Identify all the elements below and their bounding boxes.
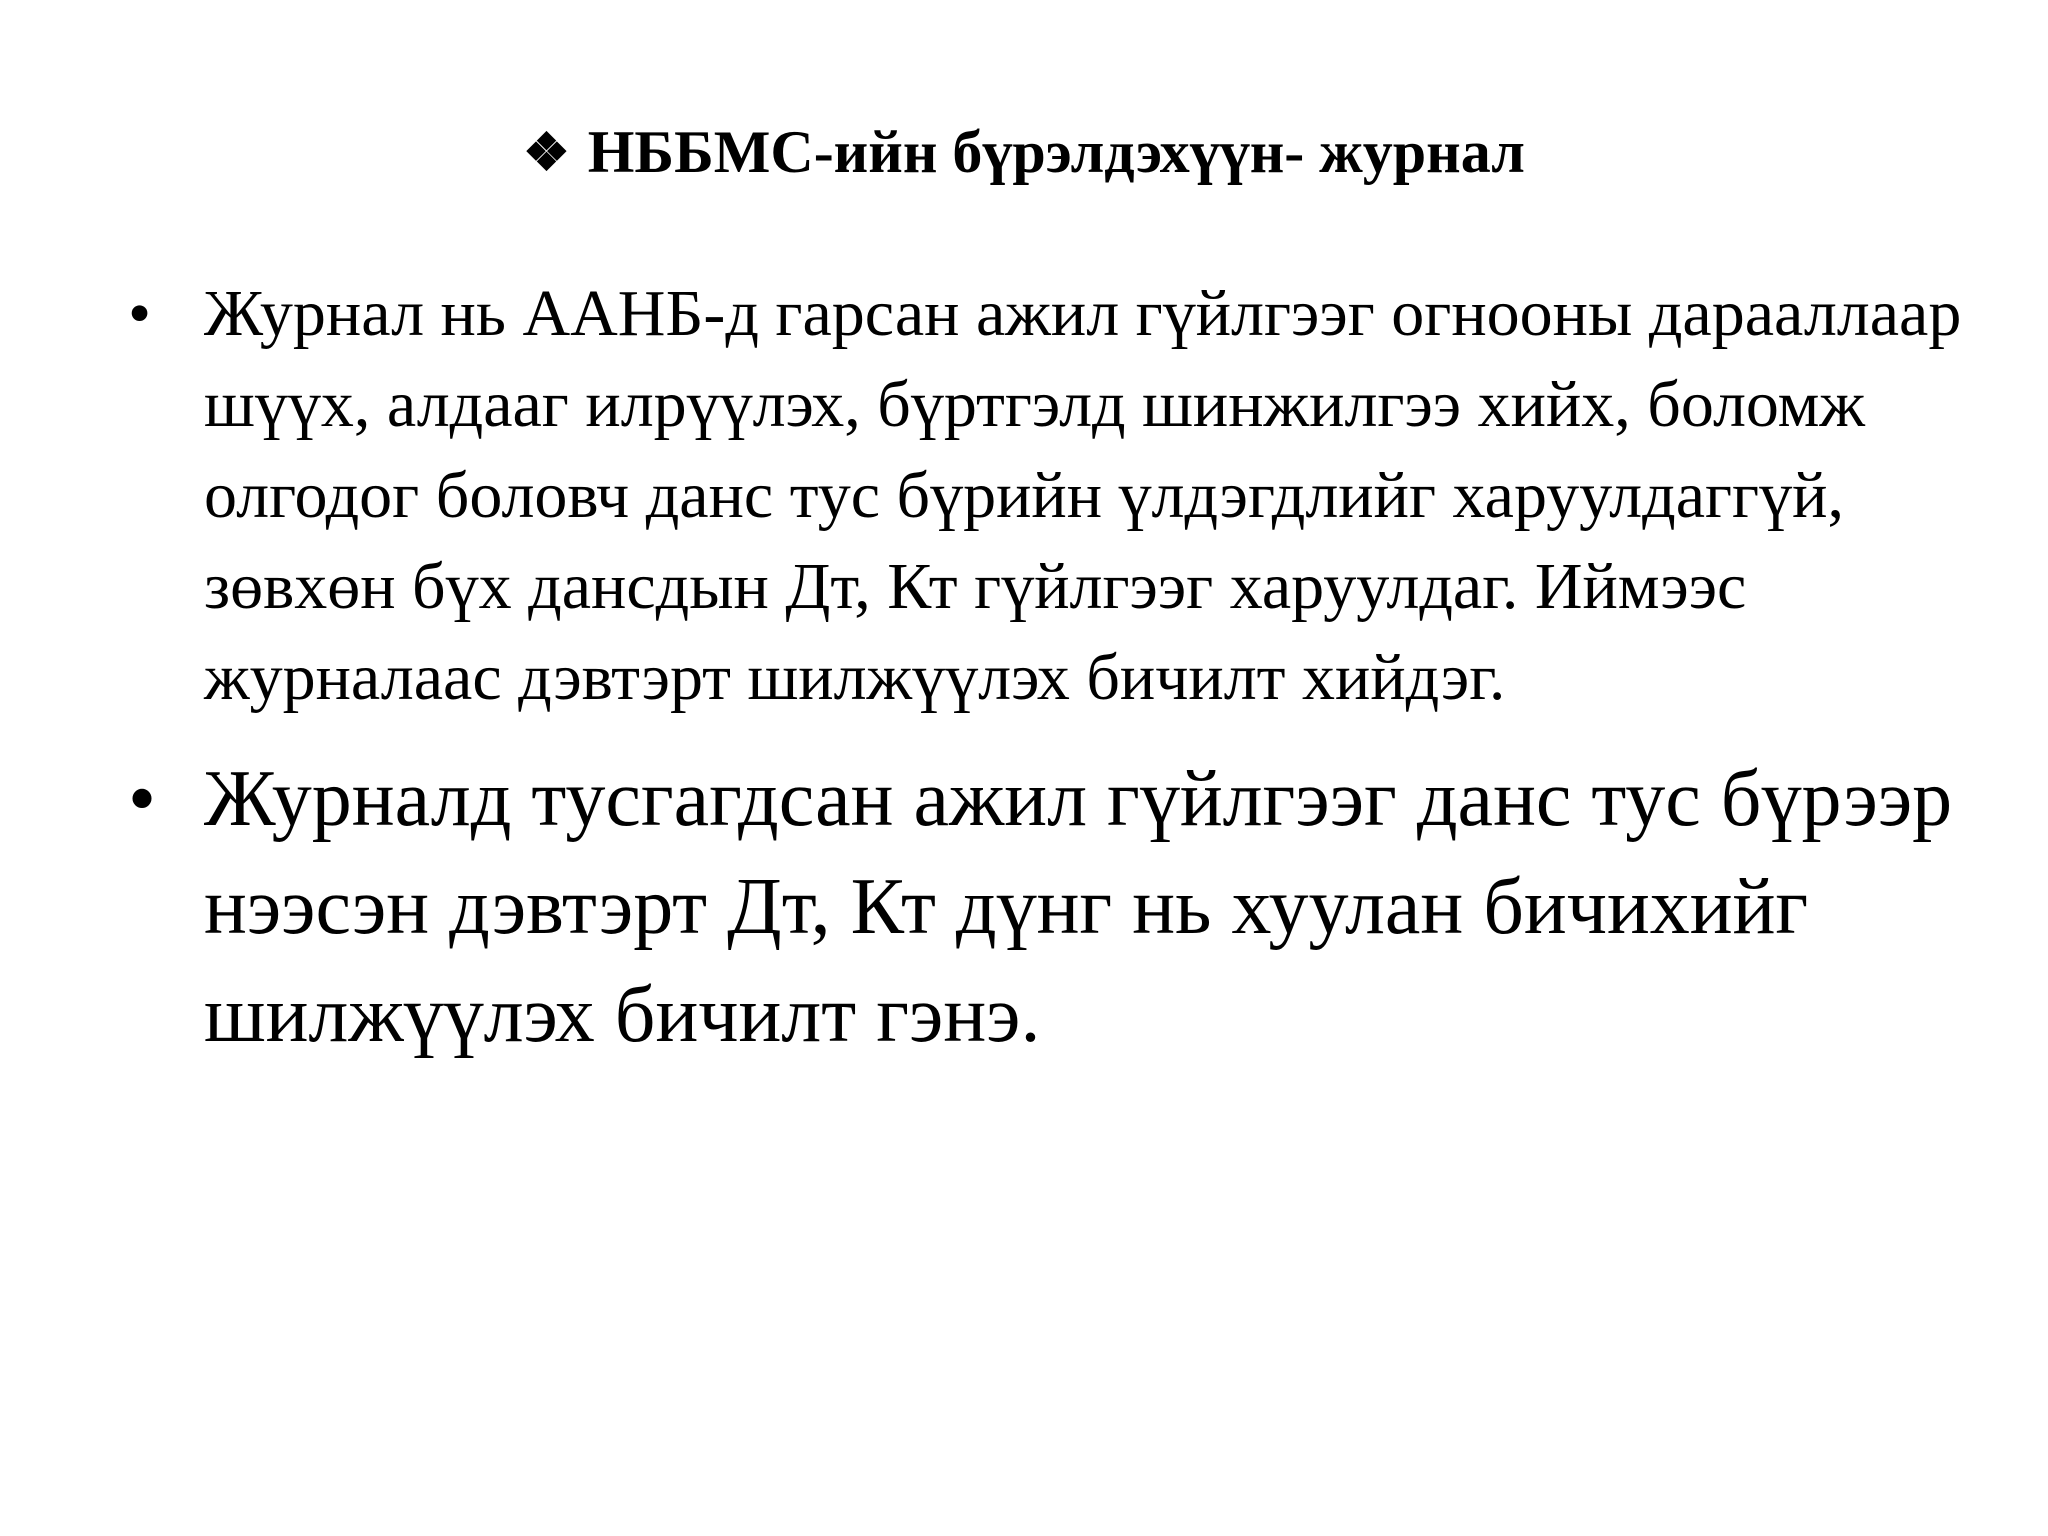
- bullet-list: [120, 268, 1980, 1069]
- bullet-text: Журнал нь ААНБ-д гарсан ажил гүйлгээг огнооны дарааллаар шүүх, алдааг илрүүлэх, бүртгэлд шинжилгээ хийх, боломж олгодог боловч данс тус бүрийн үлдэгдлийг харуулдаггүй, зөвхөн бүх дансдын Дт, Кт гүйлгээг харуулдаг. Иймээс журналаас дэвтэрт шилжүүлэх бичилт хийдэг.: [204, 277, 1962, 714]
- bullet-icon: •: [128, 277, 152, 350]
- bullet-item: [120, 268, 1980, 723]
- bullet-item: [120, 745, 1980, 1069]
- bullet-icon: •: [128, 755, 157, 843]
- four-diamonds-icon: ❖: [523, 125, 570, 182]
- slide-title-text: НББМС-ийн бүрэлдэхүүн- журнал: [587, 119, 1525, 185]
- bullet-text: Журналд тусгагдсан ажил гүйлгээг данс тус бүрээр нээсэн дэвтэрт Дт, Кт дүнг нь хуулан бичихийг шилжүүлэх бичилт гэнэ.: [204, 755, 1953, 1059]
- slide-title: [0, 112, 2048, 194]
